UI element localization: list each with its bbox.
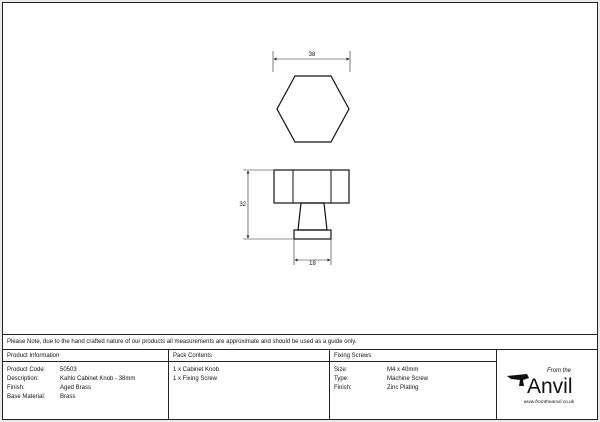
disclaimer-note: Please Note, due to the hand crafted nature of our products all measurements are approximate and should be used as a guide only. xyxy=(3,334,598,350)
top-width-label: 38 xyxy=(308,52,316,58)
logo-url: www.fromtheanvil.co.uk xyxy=(523,400,575,405)
technical-drawing xyxy=(3,3,598,333)
height-label: 32 xyxy=(239,202,246,208)
knob-stem xyxy=(298,203,327,230)
technical-drawing-sheet xyxy=(2,2,598,420)
pack-item: 1 x Fixing Screw xyxy=(173,376,218,382)
pack-item: 1 x Cabinet Knob xyxy=(173,367,220,373)
from-the-anvil-logo xyxy=(497,350,598,420)
fixing-screws-column xyxy=(330,350,497,420)
anvil-icon xyxy=(507,374,529,386)
screw-row: Finish: Zinc Plating xyxy=(334,385,419,391)
info-row: Product Code: 50503 xyxy=(7,367,77,373)
info-table xyxy=(3,350,598,420)
base-width-label: 18 xyxy=(309,261,316,267)
info-row: Finish: Aged Brass xyxy=(7,385,92,391)
screw-row: Type: Machine Screw xyxy=(334,376,429,382)
info-row: Base Material: Brass xyxy=(7,394,76,400)
hexagon-outline xyxy=(277,76,349,142)
info-row: Description: Kahlo Cabinet Knob - 38mm xyxy=(7,376,136,382)
fixing-screws-heading: Fixing Screws xyxy=(330,350,496,362)
knob-head xyxy=(274,170,349,203)
pack-contents-column xyxy=(169,350,330,420)
pack-contents-heading: Pack Contents xyxy=(169,350,329,362)
logo-tagline: From the xyxy=(547,368,572,374)
product-information-heading: Product Information xyxy=(3,350,168,362)
logo-brand: Anvil xyxy=(527,375,573,398)
side-view xyxy=(239,170,349,267)
product-information-column xyxy=(3,350,169,420)
top-view xyxy=(273,51,350,142)
screw-row: Size: M4 x 40mm xyxy=(334,367,419,373)
knob-base xyxy=(294,230,331,239)
